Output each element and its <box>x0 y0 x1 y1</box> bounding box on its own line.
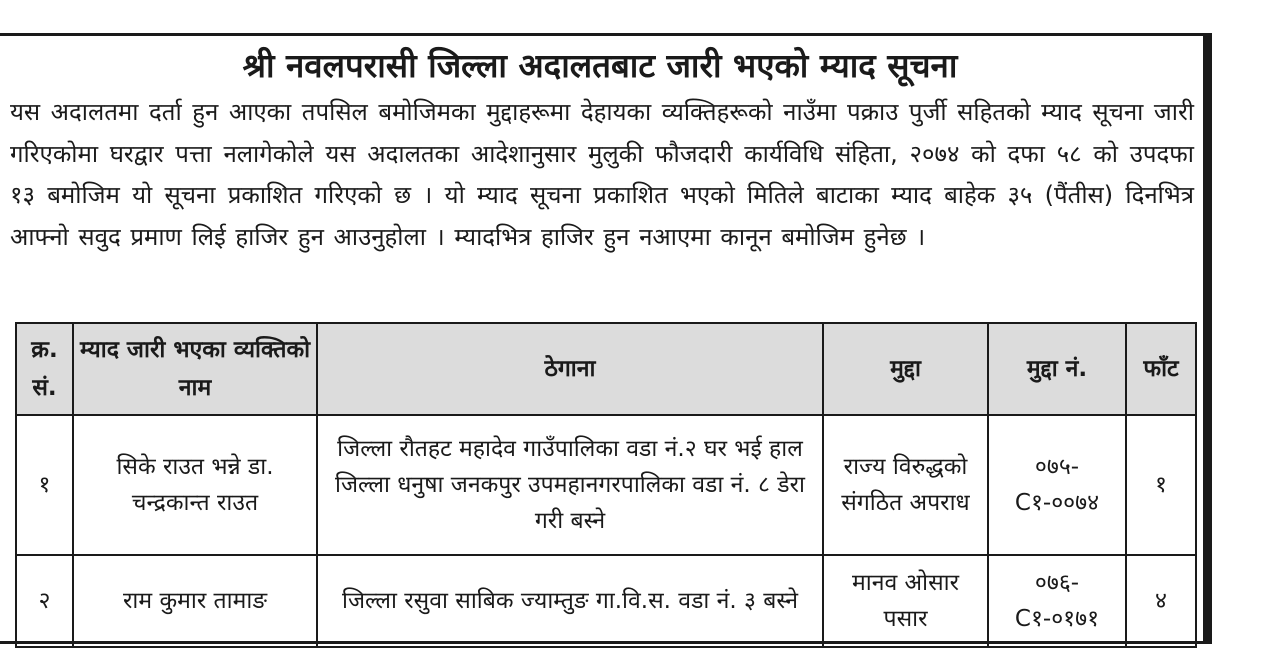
header-case-number: मुद्दा नं. <box>988 323 1126 415</box>
cell-case-number: ०७६-C१-०१७१ <box>988 555 1126 647</box>
header-address: ठेगाना <box>317 323 823 415</box>
cell-case: राज्य विरुद्धको संगठित अपराध <box>823 415 988 555</box>
header-person-name: म्याद जारी भएका व्यक्तिको नाम <box>73 323 317 415</box>
cell-person-name: सिके राउत भन्ने डा. चन्द्रकान्त राउत <box>73 415 317 555</box>
table-header-row <box>16 323 1196 415</box>
cell-case: मानव ओसार पसार <box>823 555 988 647</box>
cell-file: ४ <box>1126 555 1196 647</box>
cell-case-number: ०७५-C१-००७४ <box>988 415 1126 555</box>
cases-table <box>15 322 1197 648</box>
cell-address: जिल्ला रसुवा साबिक ज्याम्तुङ गा.वि.स. वडा नं. ३ बस्ने <box>317 555 823 647</box>
header-case: मुद्दा <box>823 323 988 415</box>
header-serial: क्र. सं. <box>16 323 73 415</box>
table-row <box>16 415 1196 555</box>
header-file: फाँट <box>1126 323 1196 415</box>
notice-title: श्री नवलपरासी जिल्ला अदालतबाट जारी भएको म्याद सूचना <box>242 46 958 85</box>
table-row <box>16 555 1196 647</box>
cell-address: जिल्ला रौतहट महादेव गाउँपालिका वडा नं.२ घर भई हाल जिल्ला धनुषा जनकपुर उपमहानगरपालिका वडा नं. ८ डेरा गरी बस्ने <box>317 415 823 555</box>
cell-person-name: राम कुमार तामाङ <box>73 555 317 647</box>
cell-serial: २ <box>16 555 73 647</box>
notice-body: यस अदालतमा दर्ता हुन आएका तपसिल बमोजिमका मुद्दाहरूमा देहायका व्यक्तिहरूको नाउँमा पक्राउ पुर्जी सहितको म्याद सूचना जारी गरिएकोमा घरद्वार पत्ता नलागेकोले यस अदालतका आदेशानुसार मुलुकी फौजदारी कार्यविधि संहिता, २०७४ को दफा ५८ को उपदफा १३ बमोजिम यो सूचना प्रकाशित गरिएको छ । यो म्याद सूचना प्रकाशित भएको मितिले बाटाका म्याद बाहेक ३५ (पैंतीस) दिनभित्र आफ्नो सवुद प्रमाण लिई हाजिर हुन आउनुहोला । म्यादभित्र हाजिर हुन नआएमा कानून बमोजिम हुनेछ । <box>10 98 1194 251</box>
cell-file: १ <box>1126 415 1196 555</box>
court-notice <box>0 33 1212 644</box>
cell-serial: १ <box>16 415 73 555</box>
